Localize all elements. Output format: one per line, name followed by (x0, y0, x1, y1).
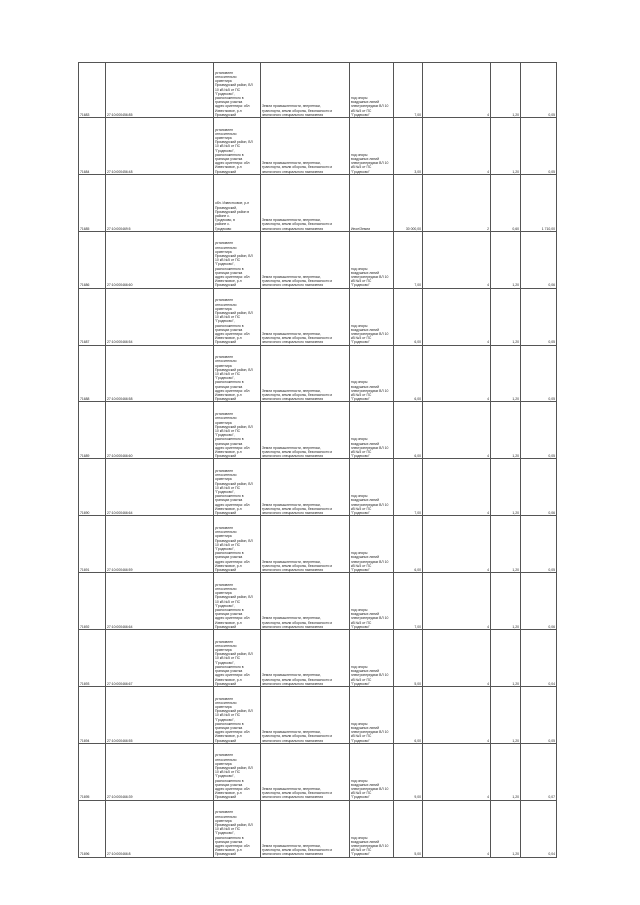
tax-amount-text: 0,05 (548, 169, 555, 174)
location-cell (214, 516, 261, 573)
share-text: 4 (487, 567, 489, 572)
cadastral-number-text: 27:10:000466:54 (107, 340, 133, 345)
cadastral-number-cell (106, 459, 214, 516)
share-text: 4 (487, 283, 489, 288)
location-text: установлен относительно ориентира Приамурский район, ВЛ 10 кВ №5 от ПС "Гродеково", расположенного в границах участка адрес ориентира: обл Известковое, р-н Приамурский (215, 355, 253, 402)
location-text: установлен относительно ориентира Приамурский район, ВЛ 10 кВ №5 от ПС "Гродеково", расположенного в границах участка адрес ориентира: обл Известковое, р-н Приамурский (215, 696, 253, 743)
share-cell (423, 63, 491, 118)
share-cell (423, 743, 491, 800)
cadastral-number-text: 27:10:000469:5 (107, 226, 131, 231)
row-number-cell (79, 459, 106, 516)
area-cell (394, 345, 423, 402)
cadastral-number-text: 27:10:000466:64 (107, 624, 133, 629)
location-text: установлен относительно ориентира Приамурский район, ВЛ 10 кВ №5 от ПС "Гродеково", расположенного в границах участка адрес ориентира: обл Известковое, р-н Приамурский (215, 241, 253, 288)
cadastral-number-text: 27:10:000466:55 (107, 738, 133, 743)
location-text: установлен относительно ориентира Приамурский район, ВЛ 10 кВ №5 от ПС "Гродеково", расположенного в границах участка адрес ориентира: обл Известковое, р-н Приамурский (215, 70, 253, 117)
tax-amount-cell (521, 288, 557, 345)
rate-cell (491, 288, 521, 345)
land-category-text: Земли промышленности, энергетики, транспорта, земли обороны, безопасности и земли иного специального назначения (262, 616, 333, 629)
location-cell (214, 800, 261, 857)
permitted-use-text: под опоры воздушных линий электропередачи ВЛ 10 кВ №5 от ПС "Гродеково" (351, 437, 389, 459)
tax-amount-cell (521, 63, 557, 118)
cadastral-number-text: 27:10:000466:59 (107, 567, 133, 572)
area-cell (394, 231, 423, 288)
row-number-cell (79, 800, 106, 857)
land-category-text: Земли промышленности, энергетики, транспорта, земли обороны, безопасности и земли иного специального назначения (262, 331, 333, 345)
land-category-text: Земли промышленности, энергетики, транспорта, земли обороны, безопасности и земли иного специального назначения (262, 843, 333, 857)
tax-amount-cell (521, 459, 557, 516)
tax-amount-text: 1 710,00 (541, 226, 555, 231)
row-number-text: 71694 (80, 738, 90, 743)
land-category-cell (261, 288, 350, 345)
row-number-cell (79, 345, 106, 402)
tax-amount-cell (521, 402, 557, 459)
rate-text: 0,60 (512, 226, 519, 231)
area-text: 6,00 (414, 567, 421, 572)
land-category-text: Земли промышленности, энергетики, транспорта, земли обороны, безопасности и земли иного специального назначения (262, 730, 333, 743)
rate-text: 1,20 (512, 112, 519, 117)
share-text: 4 (487, 738, 489, 743)
location-cell (214, 231, 261, 288)
tax-amount-text: 0,05 (548, 397, 555, 402)
rate-cell (491, 686, 521, 743)
permitted-use-cell (350, 288, 394, 345)
row-number-cell (79, 174, 106, 231)
cadastral-number-cell (106, 118, 214, 175)
area-cell (394, 516, 423, 573)
table-row (79, 800, 557, 857)
area-cell (394, 174, 423, 231)
permitted-use-cell (350, 63, 394, 118)
table-row (79, 630, 557, 687)
location-text: установлен относительно ориентира Приамурский район, ВЛ 10 кВ №5 от ПС "Гродеково", расположенного в границах участка адрес ориентира: обл Известковое, р-н Приамурский (215, 810, 253, 857)
area-text: 7,00 (414, 283, 421, 288)
permitted-use-text: под опоры воздушных линий электропередачи ВЛ 10 кВ №5 от ПС "Гродеково" (351, 152, 389, 174)
rate-cell (491, 402, 521, 459)
location-cell (214, 402, 261, 459)
tax-amount-text: 0,06 (548, 624, 555, 629)
tax-amount-text: 0,07 (548, 795, 555, 800)
rate-text: 1,20 (512, 511, 519, 516)
row-number-text: 71685 (80, 226, 90, 231)
rate-text: 1,20 (512, 795, 519, 800)
land-category-cell (261, 63, 350, 118)
tax-amount-cell (521, 231, 557, 288)
cadastral-number-cell (106, 174, 214, 231)
permitted-use-text: Иное/Земли (351, 226, 371, 231)
land-category-text: Земли промышленности, энергетики, транспорта, земли обороны, безопасности и земли иного специального назначения (262, 218, 333, 231)
location-text: установлен относительно ориентира Приамурский район, ВЛ 10 кВ №5 от ПС "Гродеково", расположенного в границах участка адрес ориентира: обл Известковое, р-н Приамурский (215, 469, 253, 516)
land-category-cell (261, 231, 350, 288)
row-number-cell (79, 573, 106, 630)
tax-amount-text: 0,05 (548, 340, 555, 345)
rate-text: 1,20 (512, 169, 519, 174)
rate-text: 1,20 (512, 454, 519, 459)
area-text: 6,00 (414, 454, 421, 459)
area-cell (394, 686, 423, 743)
land-category-text: Земли промышленности, энергетики, транспорта, земли обороны, безопасности и земли иного специального назначения (262, 104, 333, 117)
share-cell (423, 402, 491, 459)
table-row (79, 743, 557, 800)
rate-text: 1,20 (512, 567, 519, 572)
tax-amount-cell (521, 630, 557, 687)
permitted-use-text: под опоры воздушных линий электропередачи ВЛ 10 кВ №5 от ПС "Гродеково" (351, 664, 389, 686)
share-text: 4 (487, 624, 489, 629)
area-text: 6,00 (414, 340, 421, 345)
row-number-text: 71696 (80, 852, 90, 857)
share-cell (423, 459, 491, 516)
permitted-use-text: под опоры воздушных линий электропередачи ВЛ 10 кВ №5 от ПС "Гродеково" (351, 323, 389, 345)
location-text: установлен относительно ориентира Приамурский район, ВЛ 10 кВ №5 от ПС "Гродеково", расположенного в границах участка адрес ориентира: обл Известковое, р-н Приамурский (215, 298, 253, 345)
land-category-text: Земли промышленности, энергетики, транспорта, земли обороны, безопасности и земли иного специального назначения (262, 502, 333, 516)
tax-amount-cell (521, 118, 557, 175)
share-text: 4 (487, 169, 489, 174)
area-text: 7,00 (414, 624, 421, 629)
share-cell (423, 800, 491, 857)
table-row (79, 402, 557, 459)
rate-text: 1,20 (512, 681, 519, 686)
cadastral-number-cell (106, 231, 214, 288)
table-row (79, 686, 557, 743)
share-text: 4 (487, 397, 489, 402)
cadastral-number-cell (106, 630, 214, 687)
cadastral-number-text: 27:10:000456:85 (107, 112, 133, 117)
row-number-cell (79, 63, 106, 118)
row-number-text: 71692 (80, 624, 90, 629)
location-text: установлен относительно ориентира Приамурский район, ВЛ 10 кВ №5 от ПС "Гродеково", расположенного в границах участка адрес ориентира: обл Известковое, р-н Приамурский (215, 639, 253, 686)
permitted-use-text: под опоры воздушных линий электропередачи ВЛ 10 кВ №5 от ПС "Гродеково" (351, 778, 389, 800)
tax-amount-cell (521, 800, 557, 857)
share-cell (423, 118, 491, 175)
rate-cell (491, 231, 521, 288)
location-text: установлен относительно ориентира Приамурский район, ВЛ 10 кВ №5 от ПС "Гродеково", расположенного в границах участка адрес ориентира: обл Известковое, р-н Приамурский (215, 582, 253, 629)
table-row (79, 288, 557, 345)
row-number-text: 71695 (80, 795, 90, 800)
location-cell (214, 743, 261, 800)
rate-text: 1,20 (512, 738, 519, 743)
share-text: 4 (487, 112, 489, 117)
tax-amount-cell (521, 686, 557, 743)
tax-amount-text: 0,04 (548, 681, 555, 686)
permitted-use-cell (350, 800, 394, 857)
permitted-use-text: под опоры воздушных линий электропередачи ВЛ 10 кВ №5 от ПС "Гродеково" (351, 835, 389, 857)
location-cell (214, 174, 261, 231)
table-row (79, 345, 557, 402)
rate-text: 1,20 (512, 397, 519, 402)
location-cell (214, 459, 261, 516)
cadastral-number-text: 27:10:000466:67 (107, 681, 133, 686)
rate-cell (491, 118, 521, 175)
rate-text: 1,20 (512, 624, 519, 629)
rate-cell (491, 743, 521, 800)
row-number-cell (79, 231, 106, 288)
location-cell (214, 686, 261, 743)
tax-amount-cell (521, 743, 557, 800)
row-number-text: 71690 (80, 511, 90, 516)
share-cell (423, 231, 491, 288)
share-cell (423, 573, 491, 630)
land-category-text: Земли промышленности, энергетики, транспорта, земли обороны, безопасности и земли иного специального назначения (262, 275, 333, 288)
rate-cell (491, 630, 521, 687)
permitted-use-cell (350, 686, 394, 743)
row-number-cell (79, 743, 106, 800)
table-row (79, 63, 557, 118)
area-cell (394, 63, 423, 118)
row-number-text: 71683 (80, 112, 90, 117)
area-cell (394, 573, 423, 630)
land-category-cell (261, 118, 350, 175)
share-cell (423, 516, 491, 573)
rate-text: 1,20 (512, 283, 519, 288)
tax-amount-text: 0,05 (548, 567, 555, 572)
land-category-cell (261, 174, 350, 231)
cadastral-number-cell (106, 63, 214, 118)
area-cell (394, 459, 423, 516)
area-cell (394, 288, 423, 345)
share-cell (423, 630, 491, 687)
rate-cell (491, 345, 521, 402)
permitted-use-cell (350, 174, 394, 231)
rate-cell (491, 800, 521, 857)
land-category-cell (261, 573, 350, 630)
area-text: 5,00 (414, 681, 421, 686)
permitted-use-cell (350, 231, 394, 288)
rate-text: 1,20 (512, 340, 519, 345)
land-category-cell (261, 459, 350, 516)
cadastral-number-text: 27:10:000466:60 (107, 283, 133, 288)
tax-amount-text: 0,05 (548, 738, 555, 743)
share-text: 2 (487, 226, 489, 231)
cadastral-number-text: 27:10:000466:60 (107, 454, 133, 459)
land-category-cell (261, 402, 350, 459)
land-category-cell (261, 345, 350, 402)
tax-amount-text: 0,04 (548, 852, 555, 857)
table-row (79, 118, 557, 175)
cadastral-number-text: 27:10:000466:58 (107, 397, 133, 402)
table-body (79, 63, 557, 858)
row-number-cell (79, 686, 106, 743)
location-text: установлен относительно ориентира Приамурский район, ВЛ 10 кВ №5 от ПС "Гродеково", расположенного в границах участка адрес ориентира: обл Известковое, р-н Приамурский (215, 412, 253, 459)
cadastral-number-text: 27:10:000456:48 (107, 169, 133, 174)
tax-amount-cell (521, 345, 557, 402)
location-text: установлен относительно ориентира Приамурский район, ВЛ 10 кВ №5 от ПС "Гродеково", расположенного в границах участка адрес ориентира: обл Известковое, р-н Приамурский (215, 753, 253, 800)
permitted-use-text: под опоры воздушных линий электропередачи ВЛ 10 кВ №5 от ПС "Гродеково" (351, 266, 389, 288)
table-row (79, 573, 557, 630)
area-text: 6,00 (414, 738, 421, 743)
location-text: установлен относительно ориентира Приамурский район, ВЛ 10 кВ №5 от ПС "Гродеково", расположенного в границах участка адрес ориентира: обл Известковое, р-н Приамурский (215, 525, 253, 572)
location-cell (214, 288, 261, 345)
share-text: 4 (487, 511, 489, 516)
tax-amount-cell (521, 516, 557, 573)
land-category-cell (261, 516, 350, 573)
cadastral-number-cell (106, 573, 214, 630)
rate-cell (491, 459, 521, 516)
rate-cell (491, 516, 521, 573)
permitted-use-text: под опоры воздушных линий электропередачи ВЛ 10 кВ №5 от ПС "Гродеково" (351, 608, 389, 629)
tax-amount-text: 0,05 (548, 112, 555, 117)
share-text: 4 (487, 340, 489, 345)
share-text: 4 (487, 852, 489, 857)
cadastral-number-cell (106, 686, 214, 743)
permitted-use-cell (350, 516, 394, 573)
cadastral-number-cell (106, 288, 214, 345)
cadastral-number-cell (106, 345, 214, 402)
area-text: 3,00 (414, 169, 421, 174)
permitted-use-text: под опоры воздушных линий электропередачи ВЛ 10 кВ №5 от ПС "Гродеково" (351, 95, 389, 117)
cadastral-number-text: 27:10:000466:64 (107, 511, 133, 516)
permitted-use-cell (350, 630, 394, 687)
tax-amount-text: 0,06 (548, 283, 555, 288)
cadastral-number-cell (106, 743, 214, 800)
land-category-text: Земли промышленности, энергетики, транспорта, земли обороны, безопасности и земли иного специального назначения (262, 673, 333, 686)
row-number-cell (79, 516, 106, 573)
row-number-text: 71693 (80, 681, 90, 686)
row-number-text: 71691 (80, 567, 90, 572)
row-number-cell (79, 288, 106, 345)
area-text: 7,00 (414, 511, 421, 516)
location-cell (214, 345, 261, 402)
share-cell (423, 686, 491, 743)
row-number-text: 71684 (80, 169, 90, 174)
share-text: 4 (487, 681, 489, 686)
table-row (79, 174, 557, 231)
tax-amount-cell (521, 573, 557, 630)
area-cell (394, 118, 423, 175)
land-category-text: Земли промышленности, энергетики, транспорта, земли обороны, безопасности и земли иного специального назначения (262, 559, 333, 572)
area-text: 30 000,00 (405, 226, 421, 231)
permitted-use-text: под опоры воздушных линий электропередачи ВЛ 10 кВ №5 от ПС "Гродеково" (351, 380, 389, 402)
rate-cell (491, 174, 521, 231)
row-number-cell (79, 630, 106, 687)
row-number-text: 71686 (80, 283, 90, 288)
row-number-text: 71687 (80, 340, 90, 345)
land-category-text: Земли промышленности, энергетики, транспорта, земли обороны, безопасности и земли иного специального назначения (262, 445, 333, 459)
permitted-use-text: под опоры воздушных линий электропередачи ВЛ 10 кВ №5 от ПС "Гродеково" (351, 551, 389, 572)
rate-cell (491, 573, 521, 630)
rate-text: 1,20 (512, 852, 519, 857)
area-cell (394, 402, 423, 459)
permitted-use-cell (350, 743, 394, 800)
cadastral-number-cell (106, 402, 214, 459)
land-category-cell (261, 800, 350, 857)
land-plots-table (78, 62, 557, 858)
area-cell (394, 800, 423, 857)
share-cell (423, 288, 491, 345)
land-category-text: Земли промышленности, энергетики, транспорта, земли обороны, безопасности и земли иного специального назначения (262, 161, 333, 174)
cadastral-number-text: 27:10:000466:8 (107, 852, 131, 857)
permitted-use-cell (350, 459, 394, 516)
permitted-use-text: под опоры воздушных линий электропередачи ВЛ 10 кВ №5 от ПС "Гродеково" (351, 494, 389, 516)
land-category-text: Земли промышленности, энергетики, транспорта, земли обороны, безопасности и земли иного специального назначения (262, 787, 333, 800)
location-cell (214, 573, 261, 630)
area-cell (394, 630, 423, 687)
location-cell (214, 118, 261, 175)
permitted-use-cell (350, 118, 394, 175)
table-row (79, 231, 557, 288)
row-number-cell (79, 402, 106, 459)
location-text: установлен относительно ориентира Приамурский район, ВЛ 10 кВ №5 от ПС "Гродеково", расположенного в границах участка адрес ориентира: обл Известковое, р-н Приамурский (215, 127, 253, 174)
row-number-text: 71689 (80, 454, 90, 459)
land-category-cell (261, 686, 350, 743)
location-text: обл. Известковое, р-н Приамурский, Приамурский район в районе с. Гродеково, в районе с. Гродеково (215, 201, 250, 231)
area-text: 6,00 (414, 397, 421, 402)
permitted-use-cell (350, 345, 394, 402)
location-cell (214, 630, 261, 687)
row-number-text: 71688 (80, 397, 90, 402)
tax-amount-cell (521, 174, 557, 231)
area-cell (394, 743, 423, 800)
cadastral-number-text: 27:10:000466:39 (107, 795, 133, 800)
permitted-use-cell (350, 402, 394, 459)
share-cell (423, 174, 491, 231)
table-row (79, 459, 557, 516)
tax-amount-text: 0,06 (548, 511, 555, 516)
permitted-use-cell (350, 573, 394, 630)
land-category-cell (261, 743, 350, 800)
share-text: 4 (487, 454, 489, 459)
land-category-text: Земли промышленности, энергетики, транспорта, земли обороны, безопасности и земли иного специального назначения (262, 388, 333, 402)
table-row (79, 516, 557, 573)
area-text: 5,00 (414, 852, 421, 857)
permitted-use-text: под опоры воздушных линий электропередачи ВЛ 10 кВ №5 от ПС "Гродеково" (351, 721, 389, 743)
share-text: 4 (487, 795, 489, 800)
share-cell (423, 345, 491, 402)
cadastral-number-cell (106, 800, 214, 857)
land-category-cell (261, 630, 350, 687)
rate-cell (491, 63, 521, 118)
location-cell (214, 63, 261, 118)
area-text: 7,00 (414, 112, 421, 117)
area-text: 9,00 (414, 795, 421, 800)
row-number-cell (79, 118, 106, 175)
cadastral-number-cell (106, 516, 214, 573)
tax-amount-text: 0,05 (548, 454, 555, 459)
